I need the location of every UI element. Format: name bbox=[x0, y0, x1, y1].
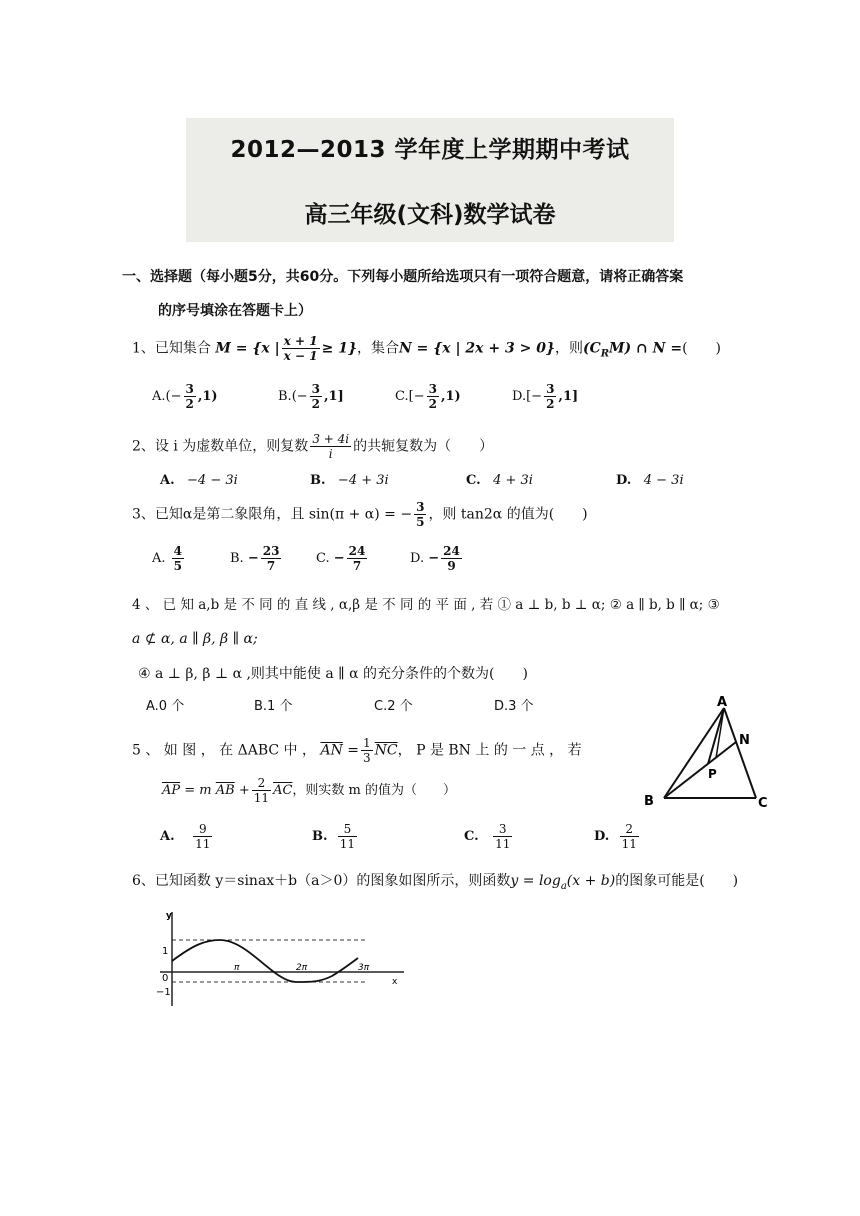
section-heading: 一、选择题（每小题5分，共60分。下列每小题所给选项只有一项符合题意，请将正确答案 bbox=[122, 269, 684, 285]
tick-1: 1 bbox=[162, 946, 169, 957]
option-sign: − bbox=[333, 551, 345, 566]
q2-text-b: 的共轭复数为（ ） bbox=[353, 438, 494, 455]
q1-option-b[interactable] bbox=[278, 382, 344, 411]
option-value: 4 + 3i bbox=[493, 473, 533, 488]
label-n: N bbox=[739, 733, 750, 748]
q2-option-b[interactable] bbox=[310, 472, 389, 490]
option-open: [− bbox=[526, 389, 543, 404]
q1-sub: R bbox=[600, 348, 610, 360]
option-label: B. bbox=[230, 551, 244, 566]
tick-2pi: 2π bbox=[296, 963, 308, 973]
axis-label-y: y bbox=[166, 911, 172, 921]
question-4-line1: 4 、 已 知 a,b 是 不 同 的 直 线 , α,β 是 不 同 的 平 面 , 若 ① a ⊥ b, b ⊥ α; ② a ∥ b, b ∥ α; ③ bbox=[132, 597, 720, 613]
frac-den: 11 bbox=[195, 837, 211, 851]
tick-0: 0 bbox=[162, 973, 169, 984]
q5-option-c[interactable] bbox=[464, 822, 514, 851]
frac-den: 3 bbox=[363, 751, 371, 765]
option-open: (− bbox=[165, 389, 182, 404]
q1-option-a[interactable] bbox=[152, 382, 218, 411]
option-label: A. bbox=[152, 551, 166, 566]
q1-frac-num: x + 1 bbox=[283, 334, 318, 348]
frac-num: 2 bbox=[252, 776, 271, 791]
q2-number: 2、 bbox=[132, 438, 155, 455]
option-label: A. bbox=[160, 473, 175, 488]
option-label: D. bbox=[410, 551, 425, 566]
q3-number: 3、 bbox=[132, 506, 155, 523]
option-fraction bbox=[441, 544, 462, 573]
q5-text-b: ， P 是 BN 上 的 一 点 ， 若 bbox=[397, 742, 582, 759]
side-ac bbox=[724, 708, 756, 798]
frac-den: 11 bbox=[621, 837, 637, 851]
q1-text: 已知集合 bbox=[154, 340, 211, 357]
frac-den: 2 bbox=[185, 397, 194, 411]
tick-3pi: 3π bbox=[358, 963, 370, 973]
q5-eq: = bbox=[347, 742, 360, 759]
option-close: ,1) bbox=[440, 389, 461, 404]
frac-den: 7 bbox=[266, 559, 276, 573]
option-close: ,1] bbox=[324, 389, 344, 404]
option-label: B. bbox=[310, 473, 326, 488]
frac-num: 24 bbox=[348, 544, 366, 558]
axis-label-x: x bbox=[392, 977, 398, 987]
option-fraction bbox=[493, 822, 512, 851]
sine-curve bbox=[172, 940, 358, 982]
question-3 bbox=[132, 500, 588, 529]
option-fraction bbox=[338, 822, 357, 851]
q1-text-c: ，则 bbox=[554, 340, 583, 357]
option-value: −4 − 3i bbox=[187, 473, 238, 488]
q4-option-b[interactable]: B.1 个 bbox=[254, 699, 293, 714]
frac-den: 11 bbox=[495, 837, 511, 851]
q1-set-m: M = {x | bbox=[215, 340, 280, 357]
tick-neg1: −1 bbox=[156, 987, 171, 998]
option-label: C. bbox=[395, 389, 409, 404]
q1-expr-tail: M) ∩ N = bbox=[609, 340, 683, 357]
q3-option-d[interactable] bbox=[410, 544, 464, 573]
frac-num: 3 bbox=[546, 382, 555, 396]
option-label: D. bbox=[512, 389, 527, 404]
label-a: A bbox=[717, 695, 728, 710]
q1-text-b: ，集合 bbox=[356, 340, 399, 357]
question-5-line1 bbox=[132, 736, 582, 765]
q1-set-m-right: ≥ 1} bbox=[321, 340, 357, 357]
option-value: 4 − 3i bbox=[643, 473, 684, 488]
q2-option-c[interactable] bbox=[466, 472, 533, 490]
frac-den: 2 bbox=[428, 397, 437, 411]
option-close: ,1] bbox=[558, 389, 579, 404]
q5-option-d[interactable] bbox=[594, 822, 641, 851]
vector-ac: $\overline{AC}$ bbox=[273, 783, 293, 798]
q4-option-d[interactable]: D.3 个 bbox=[494, 699, 534, 714]
question-2 bbox=[132, 432, 493, 461]
option-fraction bbox=[620, 822, 639, 851]
q3-text: 已知α是第二象限角，且 sin(π + α) = − bbox=[154, 506, 413, 523]
frac-den: 5 bbox=[173, 559, 183, 573]
exam-title: 2012—2013 学年度上学期期中考试 bbox=[230, 137, 630, 163]
option-fraction bbox=[172, 544, 184, 573]
label-b: B bbox=[644, 794, 654, 809]
question-4-line2: a ⊄ α, a ∥ β, β ∥ α; bbox=[132, 631, 258, 647]
q3-option-c[interactable] bbox=[316, 544, 369, 573]
option-fraction bbox=[193, 822, 212, 851]
frac-num: 24 bbox=[443, 544, 460, 558]
q2-option-a[interactable] bbox=[160, 472, 238, 490]
q3-fraction bbox=[414, 500, 426, 529]
q1-number: 1、 bbox=[132, 340, 155, 357]
frac-num: 1 bbox=[363, 736, 371, 750]
frac-num: 3 bbox=[428, 382, 437, 396]
segment-bn bbox=[664, 742, 736, 798]
q5-text: 5 、 如 图 ， 在 ΔABC 中 ， bbox=[132, 742, 316, 759]
option-label: C. bbox=[316, 551, 330, 566]
option-close: ,1) bbox=[197, 389, 218, 404]
sine-graph bbox=[136, 906, 410, 1010]
frac-den: 2 bbox=[546, 397, 555, 411]
q1-option-c[interactable] bbox=[395, 382, 461, 411]
option-open: (− bbox=[291, 389, 308, 404]
frac-den: 9 bbox=[447, 559, 456, 573]
label-c: C bbox=[758, 796, 768, 811]
option-fraction bbox=[427, 382, 439, 411]
option-sign: − bbox=[428, 551, 440, 566]
frac-den: 11 bbox=[339, 837, 356, 851]
question-4-line3: ④ a ⊥ β, β ⊥ α ,则其中能使 a ∥ α 的充分条件的个数为( ) bbox=[138, 666, 528, 682]
option-fraction bbox=[544, 382, 556, 411]
frac-num: 9 bbox=[193, 822, 212, 837]
option-fraction bbox=[261, 544, 282, 573]
frac-den: 7 bbox=[352, 559, 362, 573]
q5-text-b2: ，则实数 m 的值为（ ） bbox=[292, 783, 456, 798]
q6-text-b: 的图象可能是( ) bbox=[615, 873, 739, 889]
option-fraction bbox=[184, 382, 196, 411]
q5-fraction bbox=[361, 736, 373, 765]
q2-option-d[interactable] bbox=[616, 472, 684, 490]
frac-num: 23 bbox=[262, 544, 280, 558]
q1-fraction bbox=[282, 334, 320, 363]
q4-option-c[interactable]: C.2 个 bbox=[374, 699, 413, 714]
option-label: B. bbox=[312, 829, 328, 844]
frac-num: 3 + 4i bbox=[312, 432, 350, 446]
option-open: [− bbox=[408, 389, 425, 404]
q5-option-b[interactable] bbox=[312, 822, 359, 851]
exam-subtitle: 高三年级(文科)数学试卷 bbox=[304, 202, 556, 228]
vector-ap: $\overline{AP}$ bbox=[162, 783, 181, 798]
q6-formula-tail: (x + b) bbox=[566, 873, 616, 889]
frac-num: 3 bbox=[416, 500, 425, 514]
q3-option-a[interactable] bbox=[152, 544, 186, 573]
q3-option-b[interactable] bbox=[230, 544, 283, 573]
q1-frac-den: x − 1 bbox=[283, 349, 318, 363]
q3-text-b: ，则 tan2α 的值为( ) bbox=[428, 506, 588, 523]
option-label: B. bbox=[278, 389, 292, 404]
option-label: A. bbox=[160, 829, 175, 844]
frac-den: 5 bbox=[416, 515, 425, 529]
tick-pi: π bbox=[234, 963, 240, 973]
section-heading-cont: 的序号填涂在答题卡上） bbox=[158, 303, 312, 319]
option-fraction bbox=[310, 382, 322, 411]
q5-eq2: = m bbox=[184, 783, 212, 798]
frac-num: 2 bbox=[620, 822, 639, 837]
option-label: C. bbox=[466, 473, 481, 488]
question-6 bbox=[132, 872, 738, 896]
frac-num: 4 bbox=[173, 544, 183, 558]
frac-num: 3 bbox=[493, 822, 512, 837]
option-label: D. bbox=[594, 829, 610, 844]
frac-den: 2 bbox=[311, 397, 321, 411]
option-sign: − bbox=[247, 551, 259, 566]
q5-plus: + bbox=[238, 783, 250, 798]
q1-set-n: N = {x | 2x + 3 > 0} bbox=[398, 340, 555, 357]
frac-num: 3 bbox=[311, 382, 321, 396]
q5-option-a[interactable] bbox=[160, 822, 214, 851]
vector-an: $\overline{AN}$ bbox=[320, 742, 343, 759]
vector-ab: $\overline{AB}$ bbox=[215, 783, 235, 798]
option-fraction bbox=[347, 544, 368, 573]
option-label: C. bbox=[464, 829, 479, 844]
q6-sub: a bbox=[560, 880, 567, 892]
option-label: D. bbox=[616, 473, 632, 488]
q4-option-a[interactable]: A.0 个 bbox=[146, 699, 185, 714]
question-1 bbox=[132, 334, 721, 363]
vector-nc: $\overline{NC}$ bbox=[374, 742, 398, 759]
frac-den: i bbox=[328, 447, 333, 461]
frac-den: 11 bbox=[253, 791, 270, 805]
q5-fraction-2 bbox=[252, 776, 271, 805]
q2-text: 设 i 为虚数单位，则复数 bbox=[154, 438, 309, 455]
side-ab bbox=[664, 708, 724, 798]
q1-expr: (C bbox=[582, 340, 601, 357]
option-label: A. bbox=[152, 389, 166, 404]
frac-num: 5 bbox=[338, 822, 357, 837]
q6-text: 6、已知函数 y＝sinax＋b（a＞0）的图象如图所示，则函数 bbox=[132, 873, 511, 889]
q1-option-d[interactable] bbox=[512, 382, 578, 411]
q1-paren: ( ) bbox=[682, 340, 721, 357]
triangle-figure bbox=[636, 694, 786, 814]
option-value: −4 + 3i bbox=[337, 473, 389, 488]
label-p: P bbox=[708, 767, 717, 781]
question-5-line2 bbox=[162, 776, 456, 805]
frac-num: 3 bbox=[185, 382, 194, 396]
q2-fraction bbox=[310, 432, 351, 461]
q6-formula: y = log bbox=[510, 873, 561, 889]
